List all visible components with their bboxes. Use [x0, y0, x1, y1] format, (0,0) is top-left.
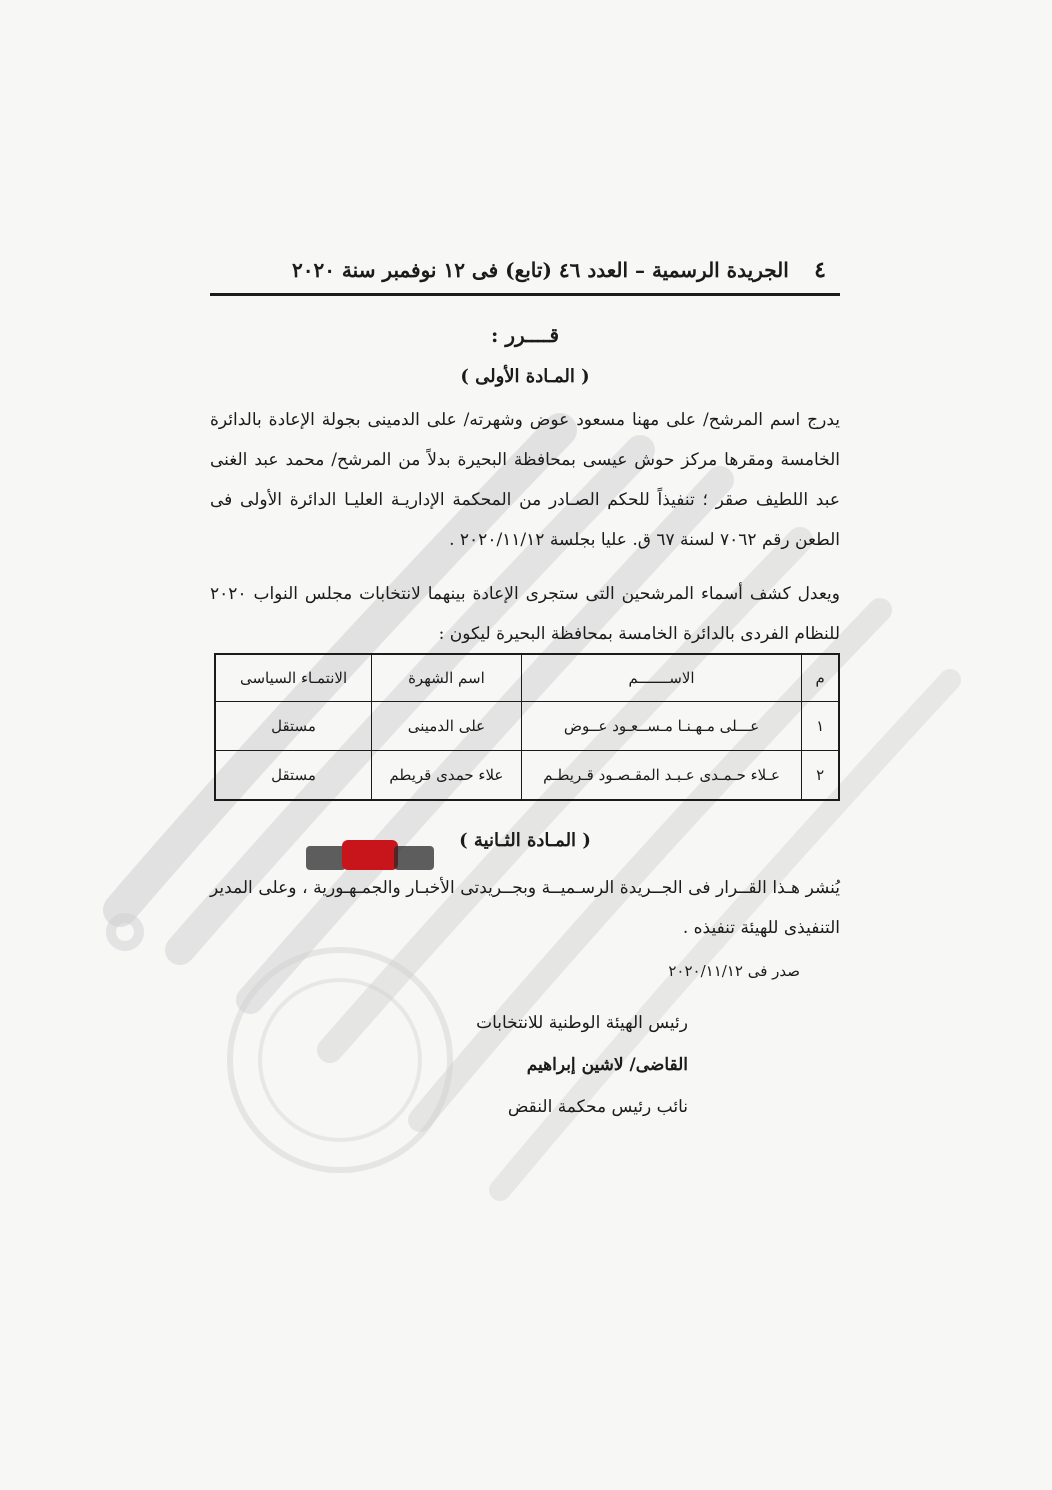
table-row	[215, 751, 839, 801]
header-fame: اسم الشهرة	[372, 654, 522, 702]
row-fame: علاء حمدى قريطم	[372, 751, 522, 801]
page-number: ٤	[814, 257, 826, 283]
header-num: م	[802, 654, 839, 702]
decision-title: قــــرر :	[490, 323, 560, 347]
table-header-row	[215, 654, 839, 702]
row-num: ٢	[802, 751, 839, 801]
table-row	[215, 702, 839, 751]
signature-org: رئيس الهيئة الوطنية للانتخابات	[476, 1013, 688, 1033]
gazette-line: الجريدة الرسمية – العدد ٤٦ (تابع) فى ١٢ نوفمبر سنة ٢٠٢٠	[292, 258, 789, 282]
news-logo-icon	[302, 836, 440, 876]
article-two-text: يُنشر هـذا القــرار فى الجــريدة الرسـميــة وبجــريدتى الأخبـار والجمـهـورية ، وعلى المدير التنفيذى للهيئة تنفيذه .	[210, 878, 840, 938]
article-one-text: يدرج اسم المرشح/ على مهنا مسعود عوض وشهرته/ على الدمينى بجولة الإعادة بالدائرة الخامسة ومقرها مركز حوش عيسى بمحافظة البحيرة بدلاً من المرشح/ محمد عبد الغنى عبد اللطيف صقر ؛ تنفيذاً للحكم الصـادر من المحكمة الإداريـة العليـا الدائرة الأولى فى الطعن رقم ٧٠٦٢ لسنة ٦٧ ق. عليا بجلسة ٢٠٢٠/١١/١٢ .	[210, 410, 840, 550]
row-fame: على الدمينى	[372, 702, 522, 751]
page-header	[210, 252, 840, 288]
article-one-text-2: ويعدل كشف أسماء المرشحين التى ستجرى الإعادة بينهما لانتخابات مجلس النواب ٢٠٢٠ للنظام الفردى بالدائرة الخامسة بمحافظة البحيرة ليكون :	[210, 584, 840, 644]
row-party: مستقل	[215, 751, 372, 801]
article-one-title: ( المـادة الأولى )	[460, 366, 590, 387]
issued-date: صدر فى ٢٠٢٠/١١/١٢	[668, 962, 800, 980]
signature-block	[428, 1002, 688, 1128]
row-name: عـــلى مـهـنـا مـســعـود عــوض	[521, 702, 802, 751]
article-two-title: ( المـادة الثـانية )	[459, 830, 591, 851]
header-party: الانتمـاء السياسى	[215, 654, 372, 702]
header-divider	[210, 293, 840, 296]
candidates-table	[214, 653, 840, 801]
row-party: مستقل	[215, 702, 372, 751]
row-num: ١	[802, 702, 839, 751]
header-name: الاســـــــم	[521, 654, 802, 702]
row-name: عـلاء حـمـدى عـبـد المقـصـود قـريطـم	[521, 751, 802, 801]
signature-title: نائب رئيس محكمة النقض	[507, 1097, 688, 1117]
signature-judge: القاضى/ لاشين إبراهيم	[526, 1055, 688, 1075]
